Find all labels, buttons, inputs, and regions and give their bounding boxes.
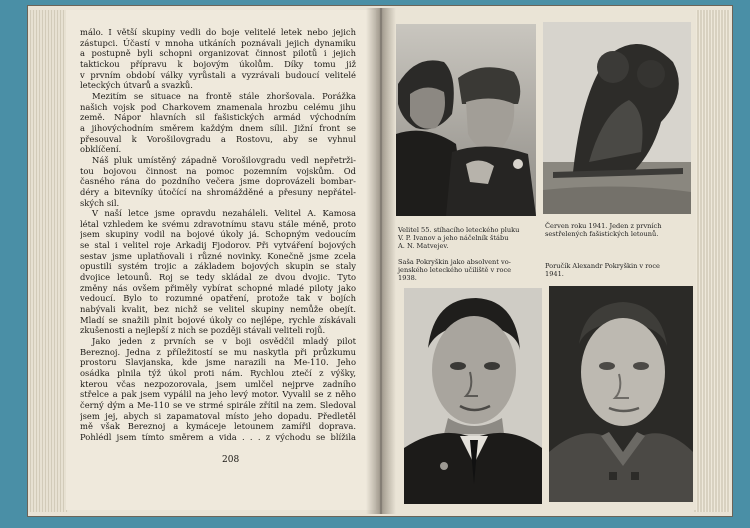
text-line: Náš pluk umístěný západně Vorošilovgradu vedl nepřetrži- (92, 154, 356, 165)
caption-line: A. N. Matvejev. (398, 242, 449, 250)
text-line: našich vojsk pod Charkovem znamenala hrozbu celému jihu (80, 101, 356, 112)
page-stack-right (694, 10, 730, 512)
caption-burning-aircraft (545, 222, 661, 238)
caption-line: jenského leteckého učiliště v roce (398, 266, 512, 274)
photo-cadet-portrait-image (404, 288, 542, 504)
text-line: V naší letce jsme opravdu nezaháleli. Velitel A. Kamosa (92, 208, 356, 219)
text-line: mě však Bereznoj a kymáceje letounem zamířil doprava. (80, 421, 356, 432)
photo-cadet-portrait (404, 288, 542, 504)
photo-two-airmen-image (396, 24, 536, 216)
photo-burning-aircraft (543, 22, 691, 214)
caption-line: Saša Pokryškin jako absolvent vo- (398, 258, 511, 266)
text-line: déry a bitevníky útočící na shromážděné a přesuny nepřátel- (80, 186, 356, 197)
text-line: létal vzhledem ke svému zdravotnímu stavu stále méně, proto (80, 218, 356, 229)
caption-line: Poručík Alexandr Pokryškin v roce (545, 262, 660, 270)
text-line: taktickou přípravu k bojovým úkolům. Díky tomu již (80, 58, 356, 69)
text-line: jsem jej, abych si zapamatoval místo jeho dopadu. Předletěl (80, 410, 356, 421)
page-stack-left (28, 10, 68, 512)
page-number: 208 (222, 455, 240, 465)
photo-two-airmen (396, 24, 536, 216)
text-line: Jako jeden z prvních se v boji osvědčil mladý pilot (92, 336, 356, 347)
text-line: dvojice letounů. Roj se tedy skládal ze dvou dvojic. Tyto (80, 272, 356, 283)
text-line: jsem skupiny vodil na bojové úkoly já. Schopným vedoucím (80, 229, 356, 240)
text-line: se stal i velitel roje Arkadij Fjodorov. Při vytváření bojových (80, 240, 356, 251)
text-line: opustili systém trojic a základem bojových skupin se staly (80, 261, 356, 272)
caption-line: Červen roku 1941. Jeden z prvních (545, 222, 662, 230)
text-line: kterou včas nezpozorovala, jsem umlčel nejprve zadního (80, 378, 356, 389)
photo-lieutenant-portrait (549, 286, 693, 502)
text-line: málo. I větší skupiny vedli do boje velitelé letek nebo jejich (80, 27, 356, 37)
text-line: Pohlédl jsem tímto směrem a vida . . . z východu se blížila (80, 431, 356, 442)
text-line: prostoru Slavjanska, kde jsme narazili na Me-110. Jeho (80, 357, 356, 368)
text-line: zkušenosti a nejlepší z nich se později stávali veliteli rojů. (80, 325, 326, 336)
text-line: v prvním období války vyrůstali a vyzrávali budoucí velitelé (80, 69, 356, 80)
caption-alexandr-pokryskin (545, 262, 660, 278)
photo-burning-aircraft-image (543, 22, 691, 214)
text-line: země. Nápor hlavních sil fašistických armád východním (80, 112, 356, 123)
caption-line: V. P. Ivanov a jeho náčelník štábu (398, 234, 509, 242)
text-line: časného rána do pozdního večera jsme doprovázeli bombar- (80, 176, 356, 187)
text-line: černý dým a Me-110 se ve strmé spirále zřítil na zem. Sledoval (80, 399, 356, 410)
text-line: ských sil. (80, 197, 120, 208)
text-line: osádka plnila týž úkol proti nám. Rychlou ztečí z výšky, (80, 368, 356, 378)
text-line: přesouval k Vorošilovgradu a Rostovu, aby se vyhnul (80, 133, 356, 144)
text-line: nabývali kvalit, bez nichž se velitel skupiny nemůže obejít. (80, 304, 356, 315)
text-line: sestav jsme uplatňovali i různé novinky. Konečně jsme zcela (80, 250, 356, 261)
text-line: vedoucí. Bylo to rozumné opatření, protože tak v bojích (80, 293, 356, 304)
caption-line: sestřelených fašistických letounů. (545, 230, 659, 238)
text-line: zástupci. Účastí v mnoha utkáních poznávali jejich dynamiku (80, 37, 356, 48)
text-line: a jihovýchodním směrem každým dnem sílil. Jižní front se (80, 122, 356, 133)
text-line: změny nás ovšem přiměly vybírat schopné mladé piloty jako (80, 282, 356, 293)
caption-two-airmen (398, 226, 519, 250)
text-line: Mezitím se situace na frontě stále zhoršovala. Porážka (92, 90, 356, 101)
book-gutter (366, 8, 396, 514)
text-line: a postupně byli schopni organizovat činnost pilotů i jejich (80, 48, 356, 59)
text-line: obklíčení. (80, 144, 122, 155)
caption-line: 1938. (398, 274, 417, 282)
text-line: tou bojovou činnost na pomoc pozemním vojskům. Od (80, 165, 356, 176)
text-line: leteckých útvarů a svazků. (80, 80, 193, 91)
caption-sasa-pokryskin (398, 258, 511, 282)
photo-lieutenant-portrait-image (549, 286, 693, 502)
text-line: Bereznoj. Jedna z příležitostí se mu naskytla při průzkumu (80, 346, 356, 357)
left-page-text (80, 27, 356, 443)
caption-line: Velitel 55. stíhacího leteckého pluku (398, 226, 520, 234)
text-line: Mladí se snažili plnit bojové úkoly co nejlépe, rychle získávali (80, 314, 356, 325)
caption-line: 1941. (545, 270, 564, 278)
text-line: střelce a pak jsem vypálil na jeho levý motor. Vyvalil se z něho (80, 389, 356, 400)
